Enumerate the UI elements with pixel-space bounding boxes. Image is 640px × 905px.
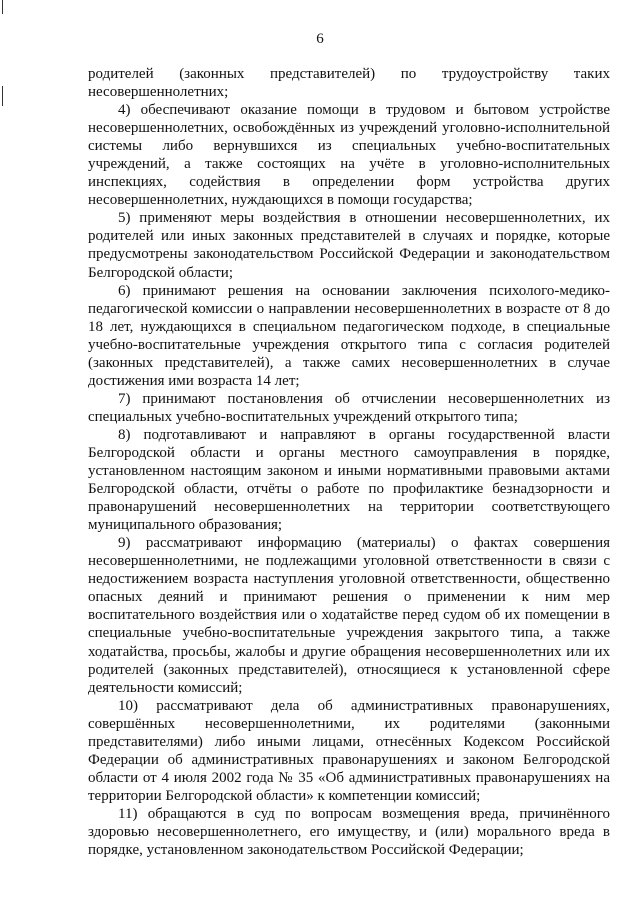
paragraph-item-4: 4) обеспечивают оказание помощи в трудовом и бытовом устройстве несовершеннолетних, освобождённых из учреждений уголовно-исполнительной системы либо вернувшихся из специальных учебно-воспитательных учреждений, а также состоящих на учёте в уголовно-исполнительных инспекциях, содействия в определении форм устройства других несовершеннолетних, нуждающихся в помощи государства; <box>88 102 610 209</box>
paragraph-item-11: 11) обращаются в суд по вопросам возмещения вреда, причинённого здоровью несовершеннолетнего, его имуществу, и (или) морального вреда в порядке, установленном законодательством Российской Федерации; <box>88 805 610 859</box>
paragraph-item-5: 5) применяют меры воздействия в отношении несовершеннолетних, их родителей или иных законных представителей в случаях и порядке, которые предусмотрены законодательством Российской Федерации и законодательством Белгородской области; <box>88 210 610 281</box>
margin-mark-middle <box>2 86 3 106</box>
margin-mark-top <box>2 0 3 14</box>
paragraph-item-9: 9) рассматривают информацию (материалы) о фактах совершения несовершеннолетними, не подлежащими уголовной ответственности в связи с недостижением возраста наступления уголовной ответственности, общественно опасных деяний и принимают решения о применении к ним мер воспитательного воздействия или о ходатайстве перед судом об их помещении в специальные учебно-воспитательные учреждения закрытого типа, а также ходатайства, просьбы, жалобы и другие обращения несовершеннолетних или их родителей (законных представителей), относящиеся к установленной сфере деятельности комиссий; <box>88 535 610 696</box>
page-number: 6 <box>316 31 324 47</box>
paragraph-item-10: 10) рассматривают дела об административных правонарушениях, совершённых несовершеннолетними, их родителями (законными представителями) либо иными лицами, отнесённых Кодексом Российской Федерации об административных правонарушениях и законом Белгородской области от 4 июля 2002 года № 35 «Об административных правонарушениях на территории Белгородской области» к компетенции комиссий; <box>88 697 610 804</box>
paragraph-item-7: 7) принимают постановления об отчислении несовершеннолетних из специальных учебно-воспитательных учреждений открытого типа; <box>88 390 610 425</box>
paragraph-item-8: 8) подготавливают и направляют в органы государственной власти Белгородской области и органы местного самоуправления в порядке, установленном настоящим законом и иными нормативными правовыми актами Белгородской области, отчёты о работе по профилактике безнадзорности и правонарушений несовершеннолетних на территории соответствующего муниципального образования; <box>88 426 610 534</box>
document-body <box>88 65 610 859</box>
paragraph-item-6: 6) принимают решения на основании заключения психолого-медико-педагогической комиссии о направлении несовершеннолетних в возрасте от 8 до 18 лет, нуждающихся в специальном педагогическом подходе, в специальные учебно-воспитательные учреждения открытого типа с согласия родителей (законных представителей), а также самих несовершеннолетних в случае достижения ими возраста 14 лет; <box>88 282 610 389</box>
paragraph-continuation: родителей (законных представителей) по трудоустройству таких несовершеннолетних; <box>88 66 610 101</box>
